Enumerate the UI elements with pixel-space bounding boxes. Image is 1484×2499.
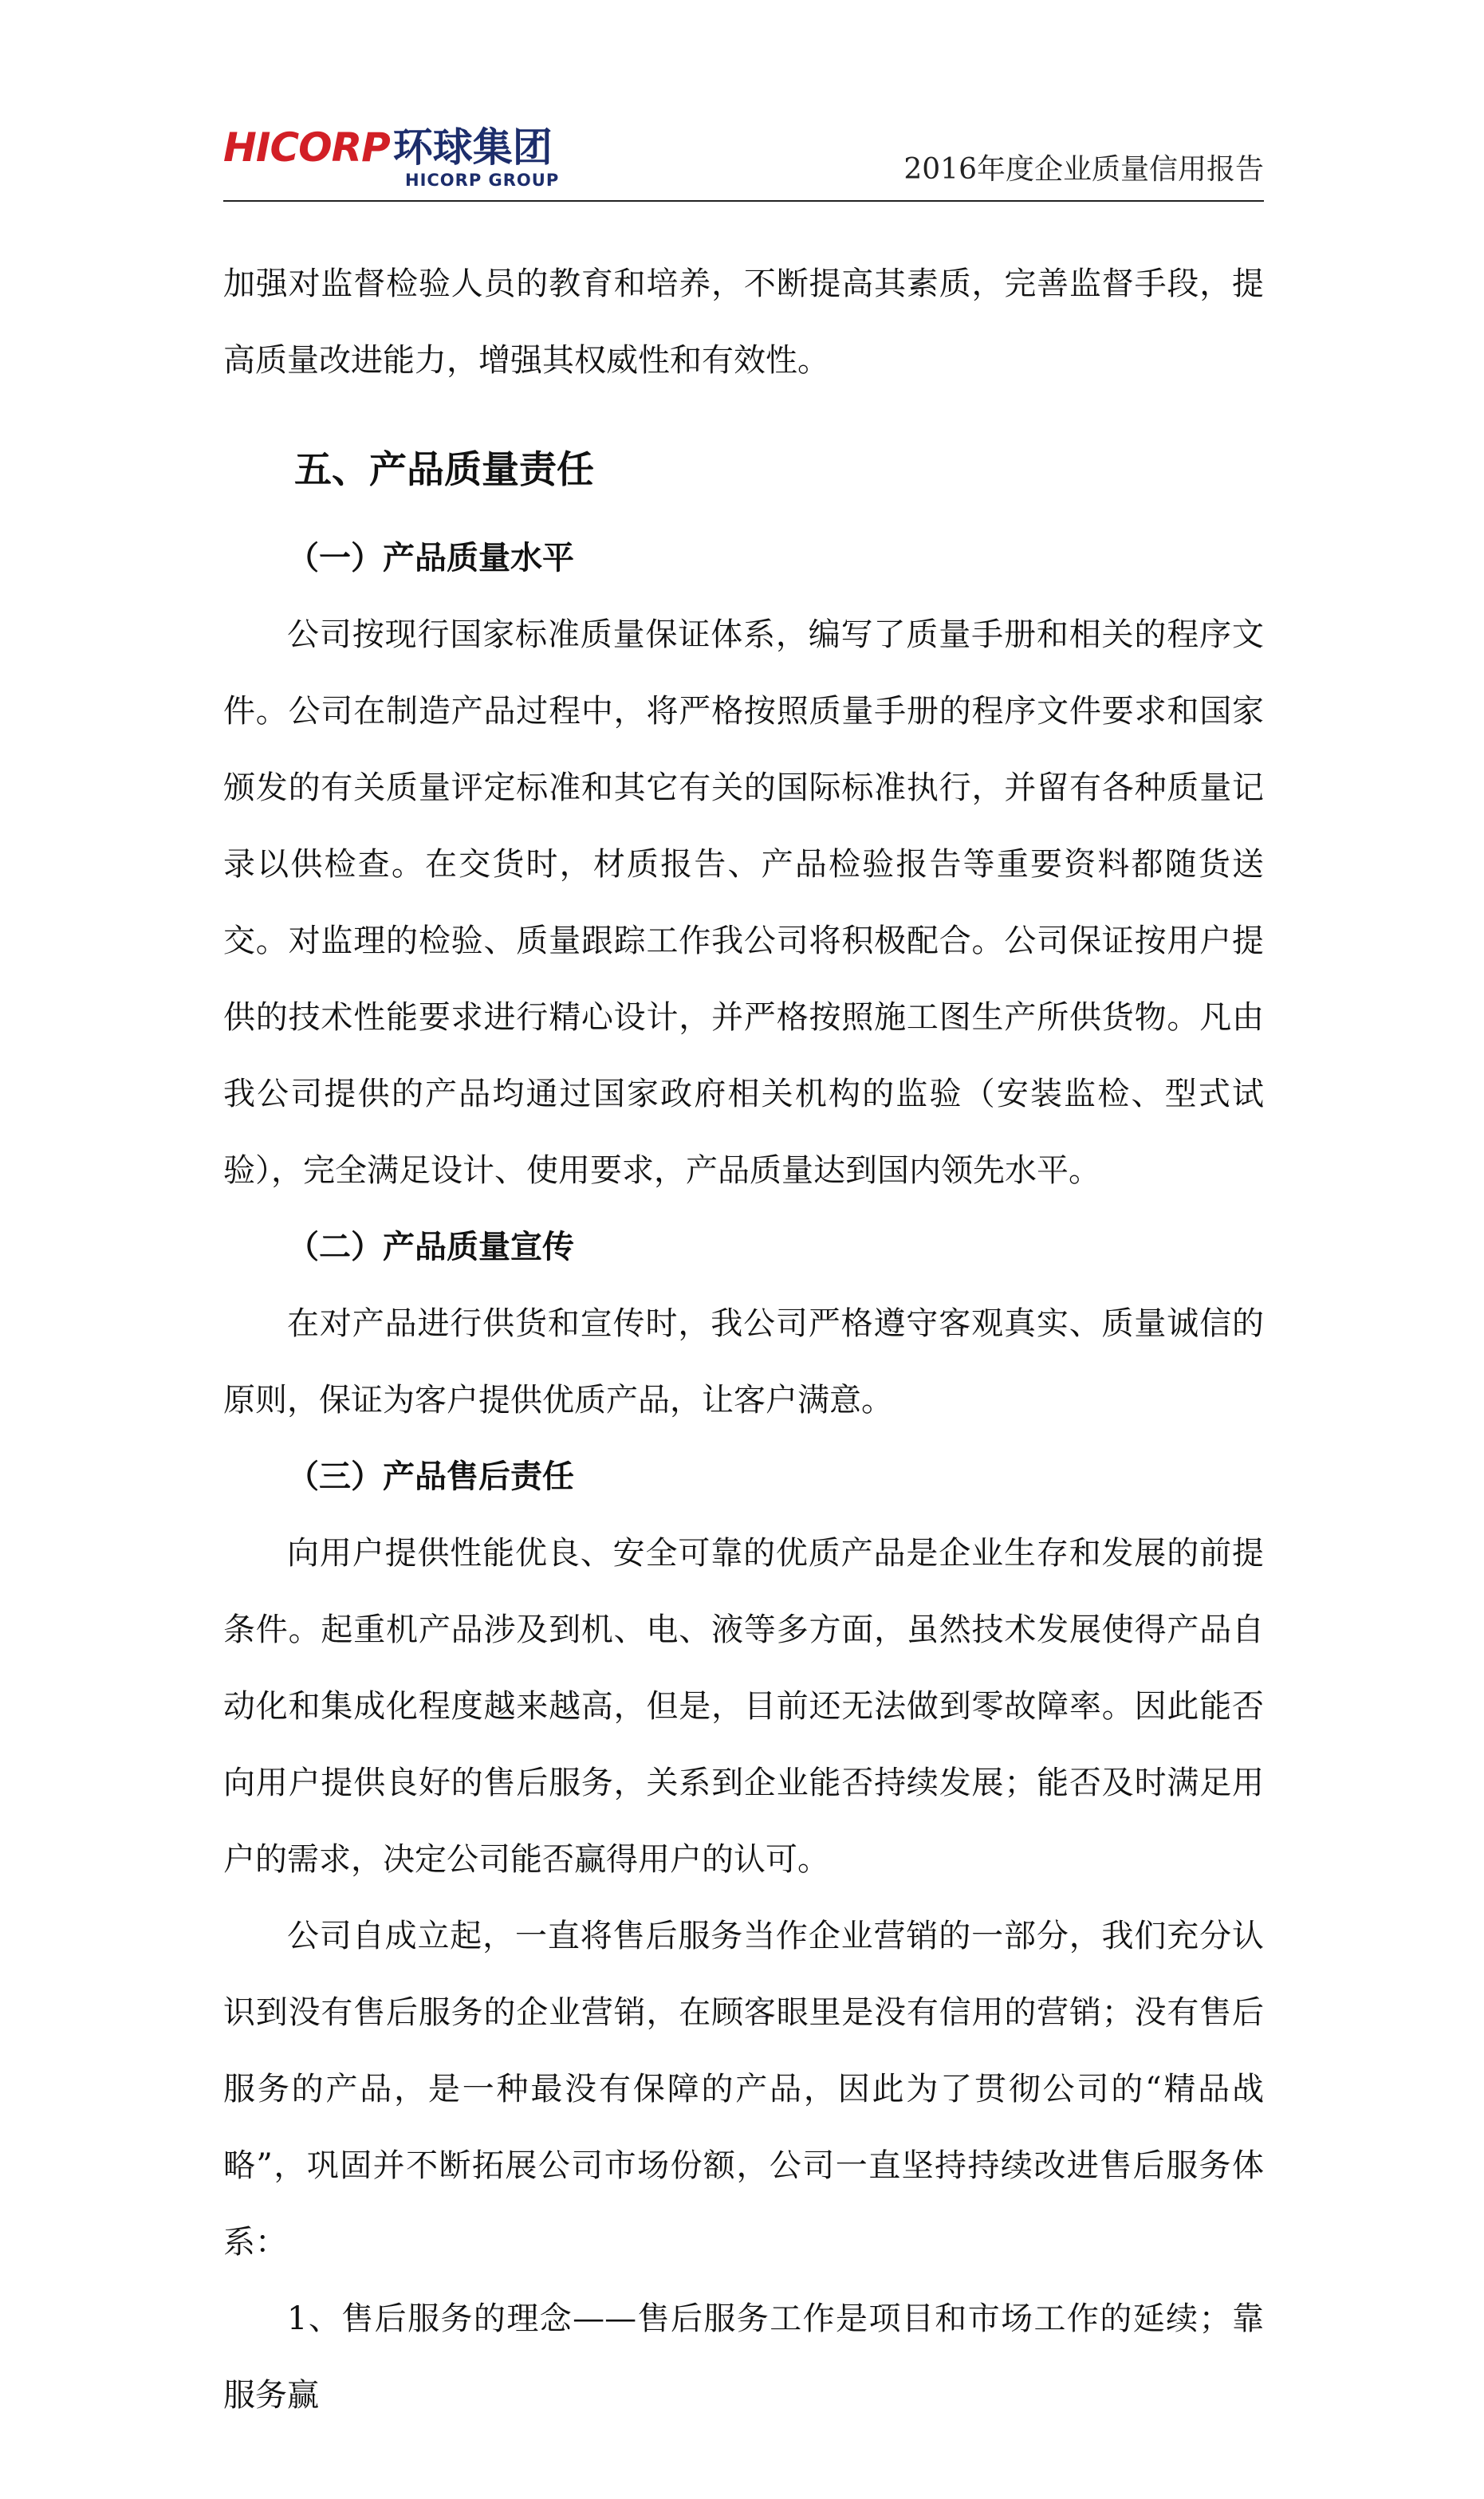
after-sales-list-item-1: 1、售后服务的理念——售后服务工作是项目和市场工作的延续；靠服务赢	[223, 2300, 1264, 2414]
subsection-heading-quality-level: （一）产品质量水平	[287, 540, 574, 577]
quality-level-paragraph: 公司按现行国家标准质量保证体系，编写了质量手册和相关的程序文件。公司在制造产品过程中，将严格按照质量手册的程序文件要求和国家颁发的有关质量评定标准和其它有关的国际标准执行，并留有各种质量记录以供检查。在交货时，材质报告、产品检验报告等重要资料都随货送交。对监理的检验、质量跟踪工作我公司将积极配合。公司保证按用户提供的技术性能要求进行精心设计，并严格按照施工图生产所供货物。凡由我公司提供的产品均通过国家政府相关机构的监验（安装监检、型式试验），完全满足设计、使用要求，产品质量达到国内领先水平。	[223, 616, 1264, 1189]
after-sales-paragraph-1: 向用户提供性能优良、安全可靠的优质产品是企业生存和发展的前提条件。起重机产品涉及到机、电、液等多方面，虽然技术发展使得产品自动化和集成化程度越来越高，但是，目前还无法做到零故障率。因此能否向用户提供良好的售后服务，关系到企业能否持续发展；能否及时满足用户的需求，决定公司能否赢得用户的认可。	[223, 1535, 1264, 1878]
after-sales-paragraph-2: 公司自成立起，一直将售后服务当作企业营销的一部分，我们充分认识到没有售后服务的企业营销，在顾客眼里是没有信用的营销；没有售后服务的产品，是一种最没有保障的产品，因此为了贯彻公司的“精品战略”，巩固并不断拓展公司市场份额，公司一直坚持持续改进售后服务体系：	[223, 1918, 1264, 2261]
page-header	[223, 120, 1264, 199]
logo-english-text: HICORP	[223, 124, 390, 171]
section-title: 五、产品质量责任	[294, 448, 594, 492]
company-logo	[223, 126, 559, 191]
subsection-heading-after-sales: （三）产品售后责任	[287, 1458, 574, 1495]
subsection-heading-quality-promotion: （二）产品质量宣传	[287, 1229, 574, 1265]
report-title: 2016年度企业质量信用报告	[903, 153, 1264, 186]
intro-paragraph: 加强对监督检验人员的教育和培养，不断提高其素质，完善监督手段，提高质量改进能力，增强其权威性和有效性。	[223, 266, 1264, 379]
logo-subtitle: HICORP GROUP	[405, 171, 560, 190]
header-divider	[223, 200, 1264, 202]
logo-chinese-text: 环球集团	[392, 124, 553, 171]
logo-wordmark	[223, 126, 559, 169]
quality-promotion-paragraph: 在对产品进行供货和宣传时，我公司严格遵守客观真实、质量诚信的原则，保证为客户提供优质产品，让客户满意。	[223, 1305, 1264, 1419]
page-content	[223, 246, 1264, 2434]
